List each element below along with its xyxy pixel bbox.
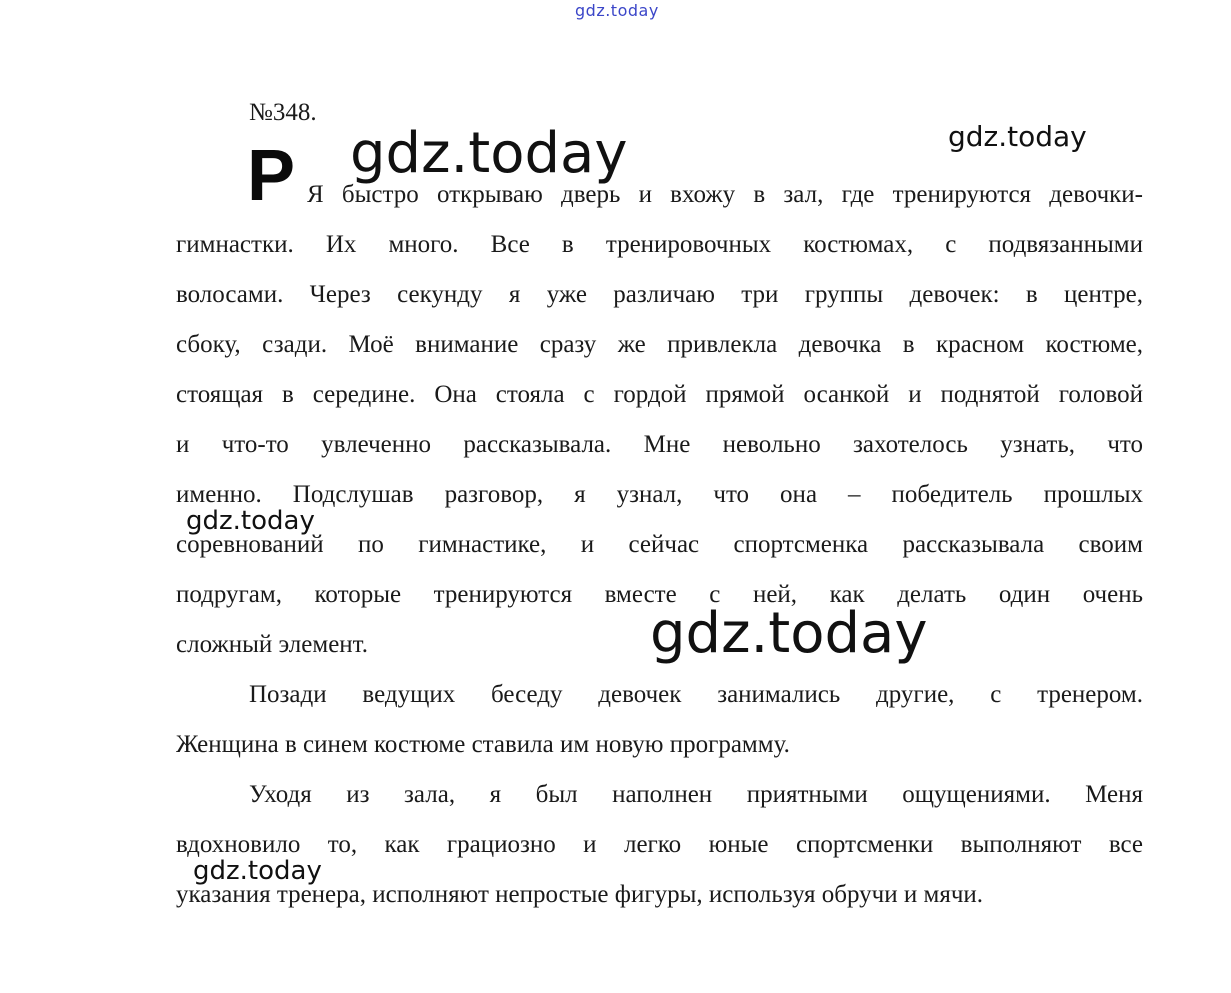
text-line: Женщина в синем костюме ставила им новую программу.	[176, 731, 790, 758]
text-line: волосами. Через секунду я уже различаю три группы девочек: в центре,	[176, 281, 1143, 308]
exercise-number: №348.	[249, 99, 317, 126]
text-line: вдохновило то, как грациозно и легко юные спортсменки выполняют все	[176, 831, 1143, 858]
text-line: и что-то увлеченно рассказывала. Мне невольно захотелось узнать, что	[176, 431, 1143, 458]
text-line: Уходя из зала, я был наполнен приятными ощущениями. Меня	[249, 781, 1143, 808]
text-line: Позади ведущих беседу девочек занимались другие, с тренером.	[249, 681, 1143, 708]
text-line: соревнований по гимнастике, и сейчас спортсменка рассказывала своим	[176, 531, 1143, 558]
text-line: гимнастки. Их много. Все в тренировочных костюмах, с подвязанными	[176, 231, 1143, 258]
paragraph-3	[176, 770, 1143, 920]
watermark-middle-left: gdz.today	[186, 506, 315, 536]
text-line: сбоку, сзади. Моё внимание сразу же привлекла девочка в красном костюме,	[176, 331, 1143, 358]
text-line: Я быстро открываю дверь и вхожу в зал, где тренируются девочки-	[307, 181, 1143, 208]
watermark-large-lower: gdz.today	[650, 601, 928, 666]
watermark-top: gdz.today	[575, 1, 659, 20]
text-line: именно. Подслушав разговор, я узнал, что она – победитель прошлых	[176, 481, 1143, 508]
text-line: подругам, которые тренируются вместе с ней, как делать один очень	[176, 581, 1143, 608]
text-line: указания тренера, исполняют непростые фигуры, используя обручи и мячи.	[176, 881, 984, 908]
paragraph-2	[176, 670, 1143, 770]
watermark-right: gdz.today	[948, 120, 1087, 153]
watermark-bottom-left: gdz.today	[193, 856, 322, 886]
watermark-large-upper: gdz.today	[350, 121, 628, 186]
text-line: сложный элемент.	[176, 631, 368, 658]
text-line: стоящая в середине. Она стояла с гордой прямой осанкой и поднятой головой	[176, 381, 1143, 408]
paragraph-1	[176, 170, 1143, 670]
drop-cap: Р	[247, 136, 296, 216]
